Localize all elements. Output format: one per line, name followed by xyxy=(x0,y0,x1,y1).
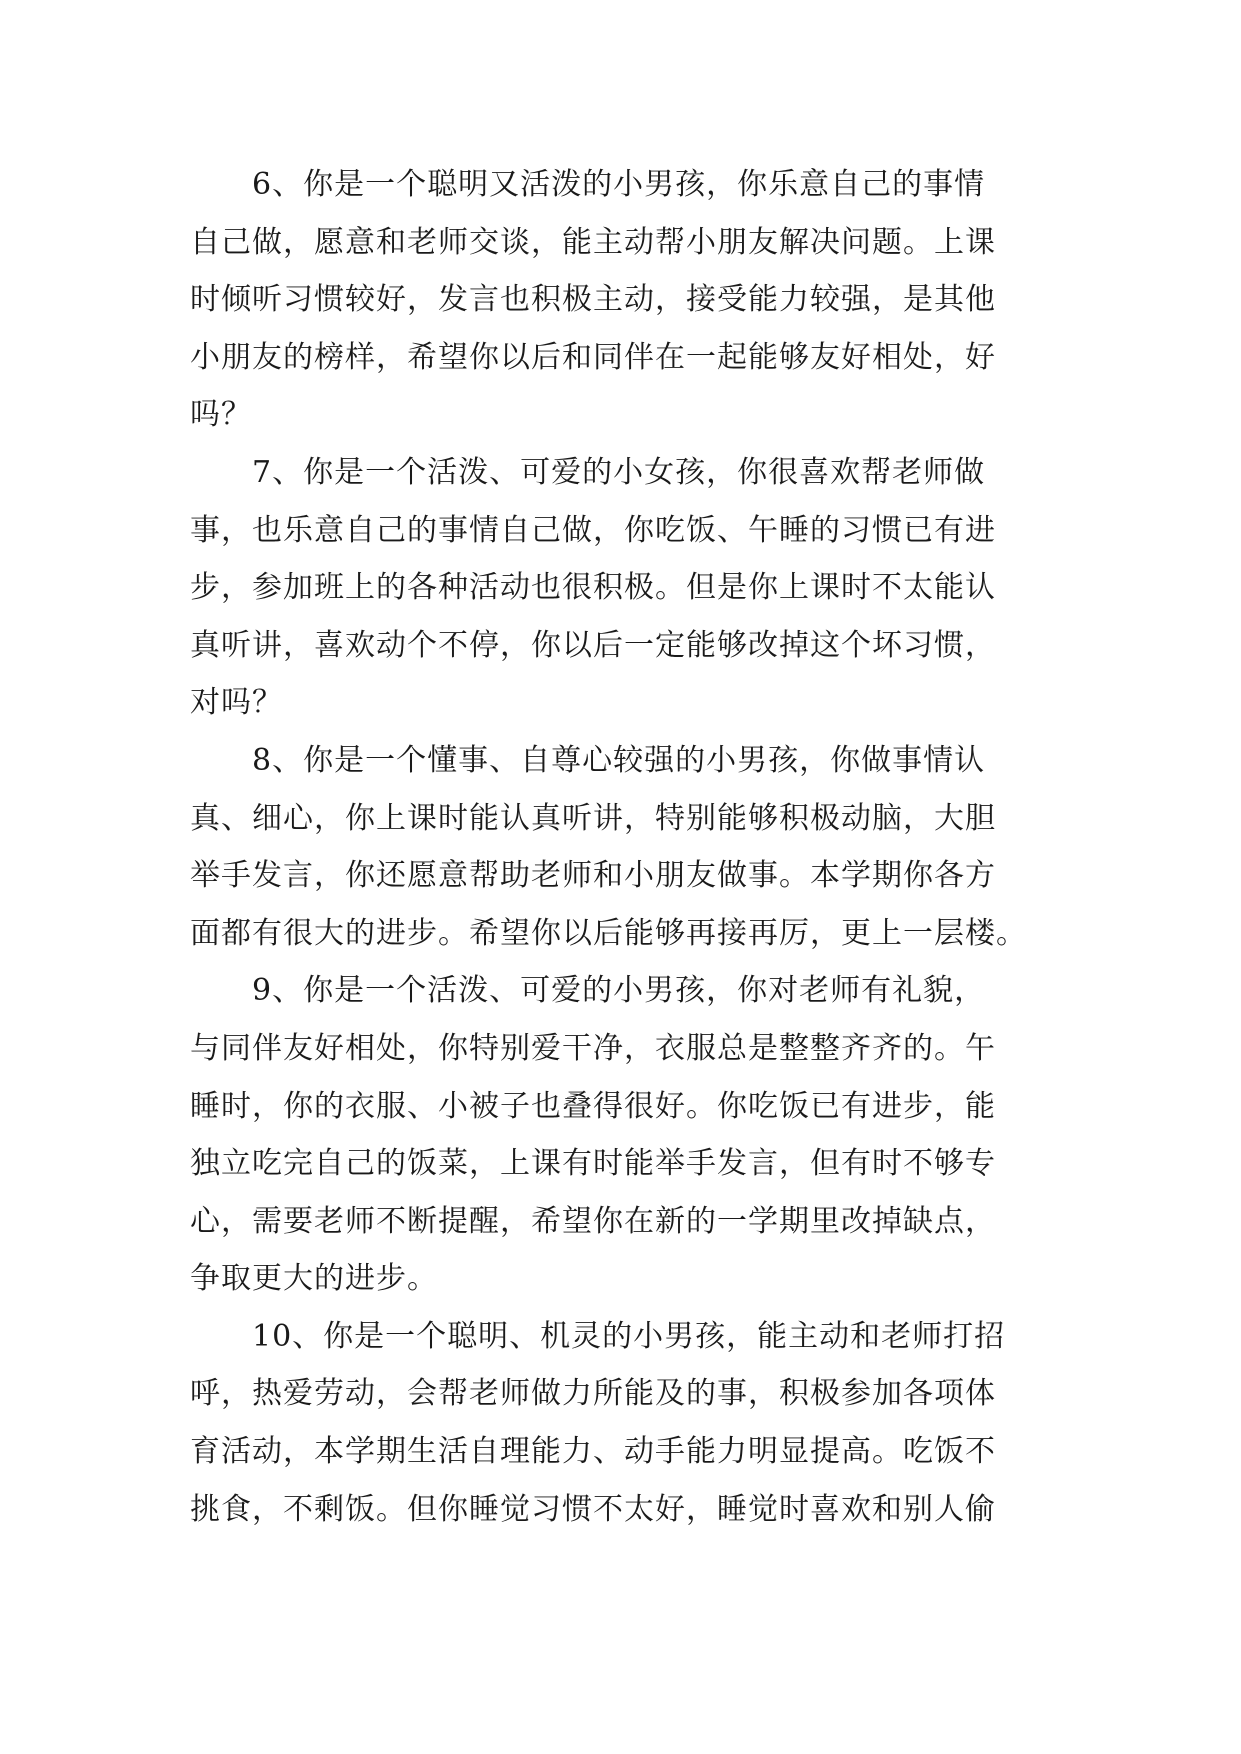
paragraph-line: 对吗？ xyxy=(190,685,283,721)
paragraph-line: 8、你是一个懂事、自尊心较强的小男孩，你做事情认 xyxy=(252,742,986,778)
comment-paragraph-8 xyxy=(190,732,1060,962)
paragraph-line: 独立吃完自己的饭菜，上课有时能举手发言，但有时不够专 xyxy=(190,1146,996,1182)
comment-paragraph-10 xyxy=(190,1308,1060,1538)
paragraph-line: 心，需要老师不断提醒，希望你在新的一学期里改掉缺点， xyxy=(190,1203,996,1239)
paragraph-line: 步，参加班上的各种活动也很积极。但是你上课时不太能认 xyxy=(190,570,996,606)
paragraph-line: 与同伴友好相处，你特别爱干净，衣服总是整整齐齐的。午 xyxy=(190,1030,996,1066)
paragraph-line: 7、你是一个活泼、可爱的小女孩，你很喜欢帮老师做 xyxy=(252,454,986,490)
paragraph-line: 真、细心，你上课时能认真听讲，特别能够积极动脑，大胆 xyxy=(190,800,996,836)
paragraph-line: 举手发言，你还愿意帮助老师和小朋友做事。本学期你各方 xyxy=(190,858,996,894)
paragraph-line: 呼，热爱劳动，会帮老师做力所能及的事，积极参加各项体 xyxy=(190,1376,996,1412)
paragraph-line: 小朋友的榜样，希望你以后和同伴在一起能够友好相处，好 xyxy=(190,339,996,375)
paragraph-line: 6、你是一个聪明又活泼的小男孩，你乐意自己的事情 xyxy=(252,167,986,202)
paragraph-line: 9、你是一个活泼、可爱的小男孩，你对老师有礼貌， xyxy=(252,973,986,1009)
comment-paragraph-7 xyxy=(190,444,1060,732)
comment-paragraph-9 xyxy=(190,962,1060,1308)
paragraph-line: 吗？ xyxy=(190,397,252,433)
paragraph-line: 面都有很大的进步。希望你以后能够再接再厉，更上一层楼。 xyxy=(190,915,1027,951)
paragraph-line: 争取更大的进步。 xyxy=(190,1261,438,1297)
paragraph-line: 时倾听习惯较好，发言也积极主动，接受能力较强，是其他 xyxy=(190,282,996,318)
paragraph-line: 自己做，愿意和老师交谈，能主动帮小朋友解决问题。上课 xyxy=(190,224,996,260)
paragraph-line: 事，也乐意自己的事情自己做，你吃饭、午睡的习惯已有进 xyxy=(190,512,996,548)
paragraph-line: 挑食，不剩饭。但你睡觉习惯不太好，睡觉时喜欢和别人偷 xyxy=(190,1491,996,1527)
paragraph-line: 10、你是一个聪明、机灵的小男孩，能主动和老师打招 xyxy=(252,1318,1006,1354)
comment-paragraph-6 xyxy=(190,156,1060,444)
paragraph-line: 真听讲，喜欢动个不停，你以后一定能够改掉这个坏习惯， xyxy=(190,627,996,663)
paragraph-line: 育活动，本学期生活自理能力、动手能力明显提高。吃饭不 xyxy=(190,1434,996,1470)
document-body xyxy=(190,156,1060,1538)
paragraph-line: 睡时，你的衣服、小被子也叠得很好。你吃饭已有进步，能 xyxy=(190,1088,996,1124)
